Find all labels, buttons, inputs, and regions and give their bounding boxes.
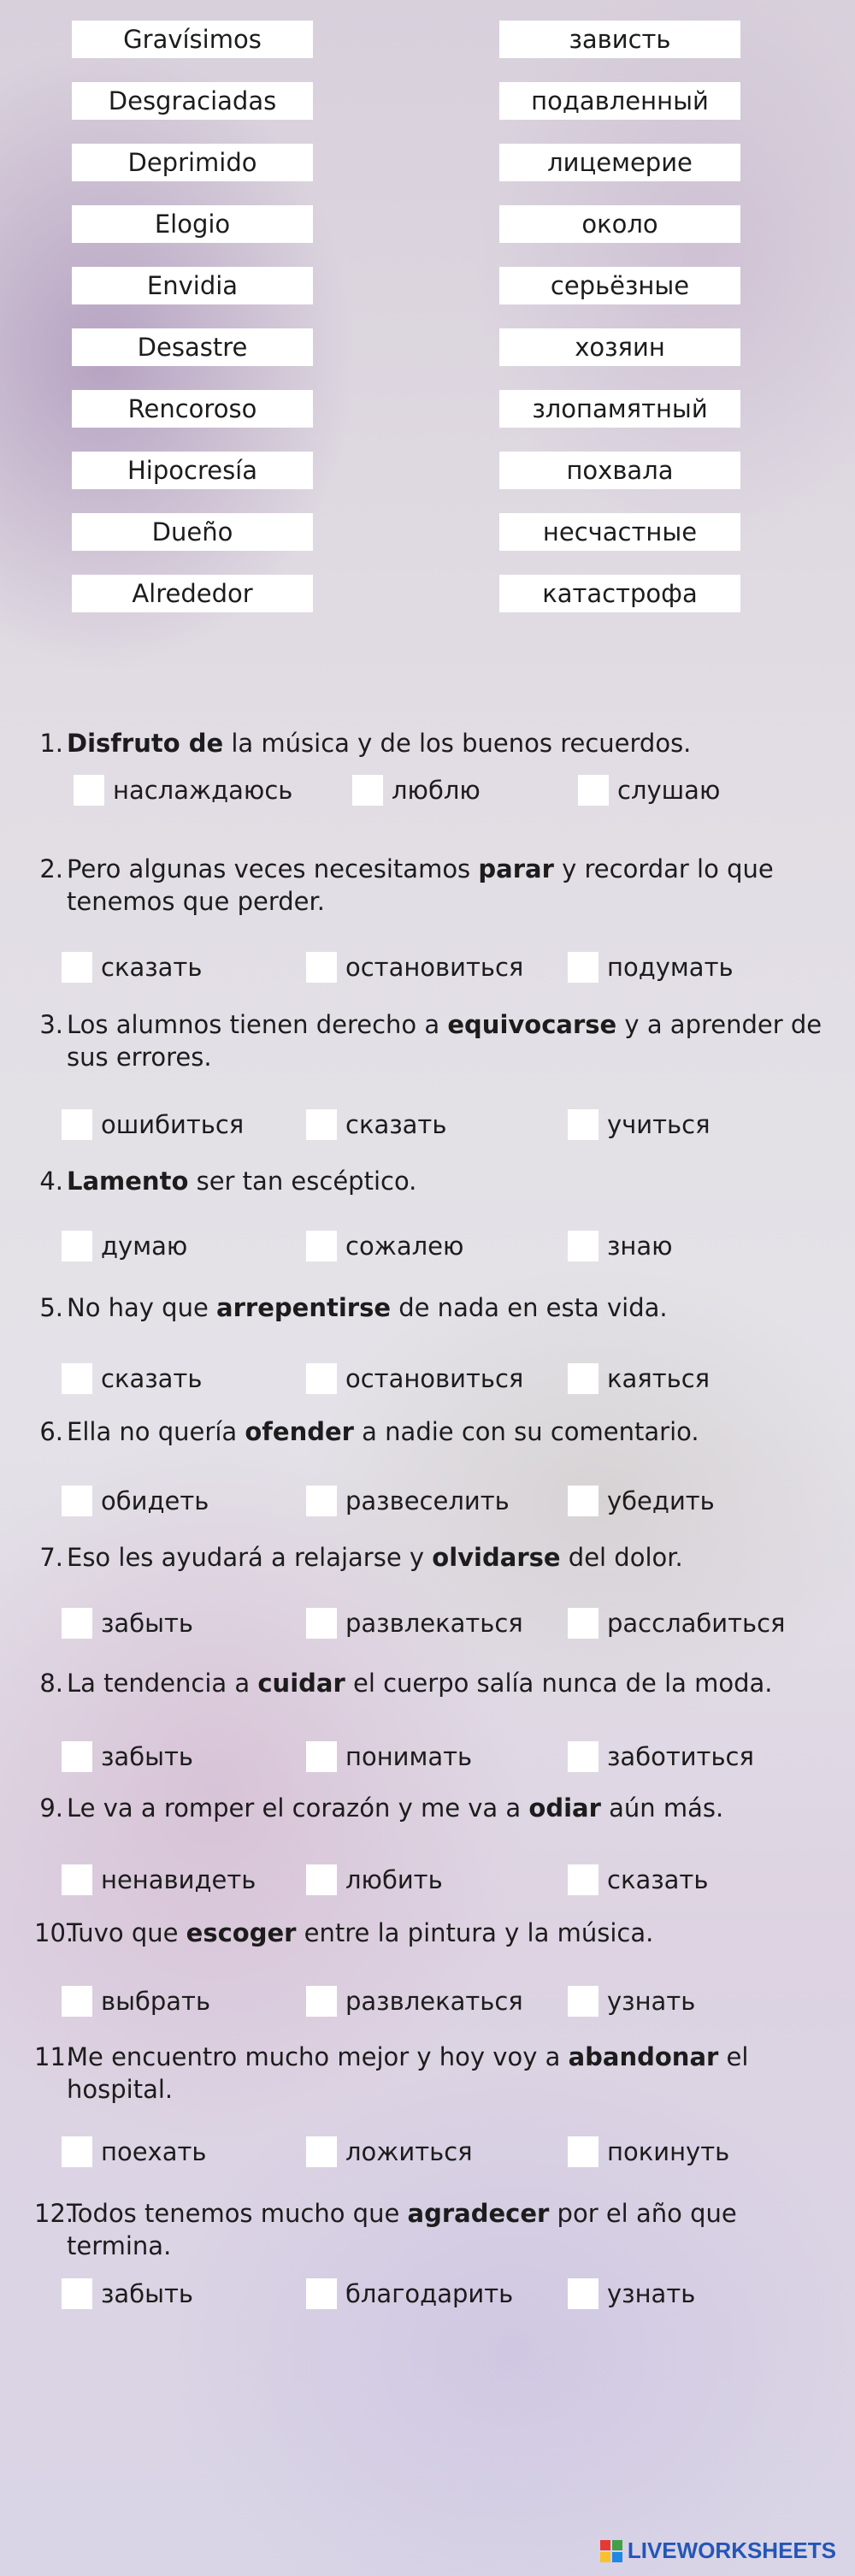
question-text: Todos tenemos mucho que agradecer por el año que termina. <box>67 2199 737 2260</box>
option-label: любить <box>345 1865 443 1894</box>
option-label: знаю <box>607 1232 673 1261</box>
checkbox[interactable] <box>62 1986 92 2017</box>
checkbox[interactable] <box>568 1608 598 1639</box>
question-text: No hay que arrepentirse de nada en esta vida. <box>67 1293 668 1322</box>
option-label: понимать <box>345 1742 473 1771</box>
option-checkbox[interactable] <box>62 1608 193 1639</box>
checkbox[interactable] <box>62 2136 92 2167</box>
left-word-box[interactable]: Desgraciadas <box>72 82 313 120</box>
right-word-box[interactable]: злопамятный <box>499 390 740 428</box>
option-checkbox[interactable] <box>568 1608 785 1639</box>
question-text: Disfruto de la música y de los buenos recuerdos. <box>67 729 692 758</box>
checkbox[interactable] <box>306 1864 337 1895</box>
key-word: arrepentirse <box>216 1293 391 1322</box>
right-word-box[interactable]: зависть <box>499 21 740 58</box>
question-text: Tuvo que escoger entre la pintura y la música. <box>67 1918 654 1947</box>
question-text: Ella no quería ofender a nadie con su comentario. <box>67 1417 699 1446</box>
checkbox[interactable] <box>306 2278 337 2309</box>
checkbox[interactable] <box>62 1741 92 1772</box>
option-checkbox[interactable] <box>568 1231 673 1261</box>
checkbox[interactable] <box>306 2136 337 2167</box>
option-checkbox[interactable] <box>568 1486 715 1516</box>
option-checkbox[interactable] <box>568 1741 754 1772</box>
left-word-box[interactable]: Rencoroso <box>72 390 313 428</box>
question-number: 2. <box>39 854 63 883</box>
option-label: наслаждаюсь <box>113 776 293 805</box>
question-text: Me encuentro mucho mejor y hoy voy a abandonar el hospital. <box>67 2042 749 2104</box>
key-word: agradecer <box>407 2199 550 2228</box>
option-checkbox[interactable] <box>62 1741 193 1772</box>
option-label: заботиться <box>607 1742 754 1771</box>
option-label: каяться <box>607 1364 711 1393</box>
question-number: 10. <box>34 1918 74 1947</box>
question-text: La tendencia a cuidar el cuerpo salía nunca de la moda. <box>67 1669 773 1698</box>
checkbox[interactable] <box>568 2136 598 2167</box>
checkbox[interactable] <box>352 775 383 806</box>
option-label: ложиться <box>345 2137 473 2166</box>
option-label: сказать <box>607 1865 709 1894</box>
left-word-box[interactable]: Gravísimos <box>72 21 313 58</box>
option-label: убедить <box>607 1486 715 1515</box>
key-word: parar <box>478 854 554 883</box>
option-label: остановиться <box>345 953 524 982</box>
question-text: Pero algunas veces necesitamos parar y recordar lo que tenemos que perder. <box>67 854 774 916</box>
logo-icon <box>600 2540 622 2562</box>
option-checkbox[interactable] <box>306 1486 510 1516</box>
checkbox[interactable] <box>568 2278 598 2309</box>
question-number: 5. <box>39 1293 63 1322</box>
checkbox[interactable] <box>568 1986 598 2017</box>
key-word: abandonar <box>568 2042 719 2071</box>
option-checkbox[interactable] <box>568 1864 708 1895</box>
option-label: узнать <box>607 1987 696 2016</box>
option-checkbox[interactable] <box>62 2136 206 2167</box>
left-word-box[interactable]: Dueño <box>72 513 313 551</box>
checkbox[interactable] <box>306 1231 337 1261</box>
option-label: люблю <box>392 776 481 805</box>
option-label: развлекаться <box>345 1987 523 2016</box>
key-word: Lamento <box>67 1167 189 1196</box>
checkbox[interactable] <box>578 775 609 806</box>
question-number: 7. <box>39 1543 63 1572</box>
option-label: обидеть <box>101 1486 209 1515</box>
question-number: 8. <box>39 1669 63 1698</box>
option-checkbox[interactable] <box>568 1986 695 2017</box>
option-checkbox[interactable] <box>306 1608 523 1639</box>
right-word-box[interactable]: серьёзные <box>499 267 740 304</box>
checkbox[interactable] <box>62 1864 92 1895</box>
option-checkbox[interactable] <box>568 2136 729 2167</box>
option-checkbox[interactable] <box>306 1986 523 2017</box>
option-checkbox[interactable] <box>62 1864 256 1895</box>
option-label: думаю <box>101 1232 188 1261</box>
option-checkbox[interactable] <box>62 1231 187 1261</box>
option-checkbox[interactable] <box>306 1231 463 1261</box>
key-word: ofender <box>245 1417 354 1446</box>
checkbox[interactable] <box>62 952 92 983</box>
option-checkbox[interactable] <box>62 2278 193 2309</box>
right-word-box[interactable]: около <box>499 205 740 243</box>
question-text: Le va a romper el corazón y me va a odiar aún más. <box>67 1793 724 1823</box>
option-label: сказать <box>101 953 203 982</box>
option-label: ошибиться <box>101 1110 245 1139</box>
key-word: cuidar <box>257 1669 345 1698</box>
option-label: ненавидеть <box>101 1865 256 1894</box>
right-word-box[interactable]: несчастные <box>499 513 740 551</box>
logo-text: LIVEWORKSHEETS <box>627 2538 836 2563</box>
checkbox[interactable] <box>568 1741 598 1772</box>
left-word-box[interactable]: Hipocresía <box>72 452 313 489</box>
option-checkbox[interactable] <box>568 952 734 983</box>
option-checkbox[interactable] <box>306 2136 473 2167</box>
question-number: 9. <box>39 1793 63 1823</box>
option-label: выбрать <box>101 1987 211 2016</box>
option-checkbox[interactable] <box>306 1109 446 1140</box>
option-checkbox[interactable] <box>62 952 202 983</box>
right-word-box[interactable]: лицемерие <box>499 144 740 181</box>
question-number: 6. <box>39 1417 63 1446</box>
checkbox[interactable] <box>568 952 598 983</box>
option-label: подумать <box>607 953 734 982</box>
checkbox[interactable] <box>568 1864 598 1895</box>
option-checkbox[interactable] <box>62 1486 209 1516</box>
checkbox[interactable] <box>74 775 104 806</box>
option-checkbox[interactable] <box>306 1363 523 1394</box>
checkbox[interactable] <box>62 2278 92 2309</box>
right-word-box[interactable]: хозяин <box>499 328 740 366</box>
question-text: Los alumnos tienen derecho a equivocarse y a aprender de sus errores. <box>67 1010 823 1072</box>
option-label: забыть <box>101 1742 193 1771</box>
option-label: благодарить <box>345 2279 514 2308</box>
left-word-box[interactable]: Elogio <box>72 205 313 243</box>
checkbox[interactable] <box>62 1486 92 1516</box>
key-word: escoger <box>186 1918 297 1947</box>
option-label: узнать <box>607 2279 696 2308</box>
checkbox[interactable] <box>306 1986 337 2017</box>
checkbox[interactable] <box>306 1608 337 1639</box>
option-label: забыть <box>101 1609 193 1638</box>
option-label: сказать <box>101 1364 203 1393</box>
key-word: Disfruto de <box>67 729 224 758</box>
question-number: 3. <box>39 1010 63 1039</box>
option-label: развеселить <box>345 1486 510 1515</box>
checkbox[interactable] <box>306 1109 337 1140</box>
right-word-box[interactable]: похвала <box>499 452 740 489</box>
option-checkbox[interactable] <box>568 1109 711 1140</box>
question-number: 12. <box>34 2199 74 2228</box>
question-text: Eso les ayudará a relajarse y olvidarse del dolor. <box>67 1543 683 1572</box>
key-word: odiar <box>528 1793 601 1823</box>
left-word-box[interactable]: Envidia <box>72 267 313 304</box>
question-number: 1. <box>39 729 63 758</box>
option-label: сказать <box>345 1110 447 1139</box>
key-word: equivocarse <box>447 1010 617 1039</box>
option-label: развлекаться <box>345 1609 523 1638</box>
checkbox[interactable] <box>568 1231 598 1261</box>
checkbox[interactable] <box>306 1363 337 1394</box>
checkbox[interactable] <box>62 1608 92 1639</box>
option-checkbox[interactable] <box>306 952 523 983</box>
option-checkbox[interactable] <box>568 1363 710 1394</box>
key-word: olvidarse <box>432 1543 561 1572</box>
option-checkbox[interactable] <box>62 1986 210 2017</box>
option-checkbox[interactable] <box>306 2278 513 2309</box>
option-label: расслабиться <box>607 1609 786 1638</box>
option-checkbox[interactable] <box>568 2278 695 2309</box>
checkbox[interactable] <box>62 1231 92 1261</box>
liveworksheets-logo[interactable] <box>600 2538 836 2564</box>
checkbox[interactable] <box>306 1741 337 1772</box>
option-checkbox[interactable] <box>578 775 720 806</box>
option-checkbox[interactable] <box>306 1741 472 1772</box>
option-checkbox[interactable] <box>352 775 481 806</box>
right-word-box[interactable]: катастрофа <box>499 575 740 612</box>
option-label: покинуть <box>607 2137 730 2166</box>
checkbox[interactable] <box>306 952 337 983</box>
left-word-box[interactable]: Deprimido <box>72 144 313 181</box>
checkbox[interactable] <box>306 1486 337 1516</box>
checkbox[interactable] <box>62 1363 92 1394</box>
checkbox[interactable] <box>568 1363 598 1394</box>
right-word-box[interactable]: подавленный <box>499 82 740 120</box>
option-label: остановиться <box>345 1364 524 1393</box>
question-text: Lamento ser tan escéptico. <box>67 1167 417 1196</box>
option-checkbox[interactable] <box>62 1109 244 1140</box>
option-checkbox[interactable] <box>62 1363 202 1394</box>
option-label: сожалею <box>345 1232 464 1261</box>
checkbox[interactable] <box>62 1109 92 1140</box>
checkbox[interactable] <box>568 1109 598 1140</box>
option-label: забыть <box>101 2279 193 2308</box>
left-word-box[interactable]: Alrededor <box>72 575 313 612</box>
left-word-box[interactable]: Desastre <box>72 328 313 366</box>
question-number: 11. <box>34 2042 74 2071</box>
option-label: поехать <box>101 2137 207 2166</box>
option-checkbox[interactable] <box>306 1864 443 1895</box>
question-number: 4. <box>39 1167 63 1196</box>
option-checkbox[interactable] <box>74 775 292 806</box>
option-label: учиться <box>607 1110 711 1139</box>
checkbox[interactable] <box>568 1486 598 1516</box>
option-label: слушаю <box>617 776 721 805</box>
